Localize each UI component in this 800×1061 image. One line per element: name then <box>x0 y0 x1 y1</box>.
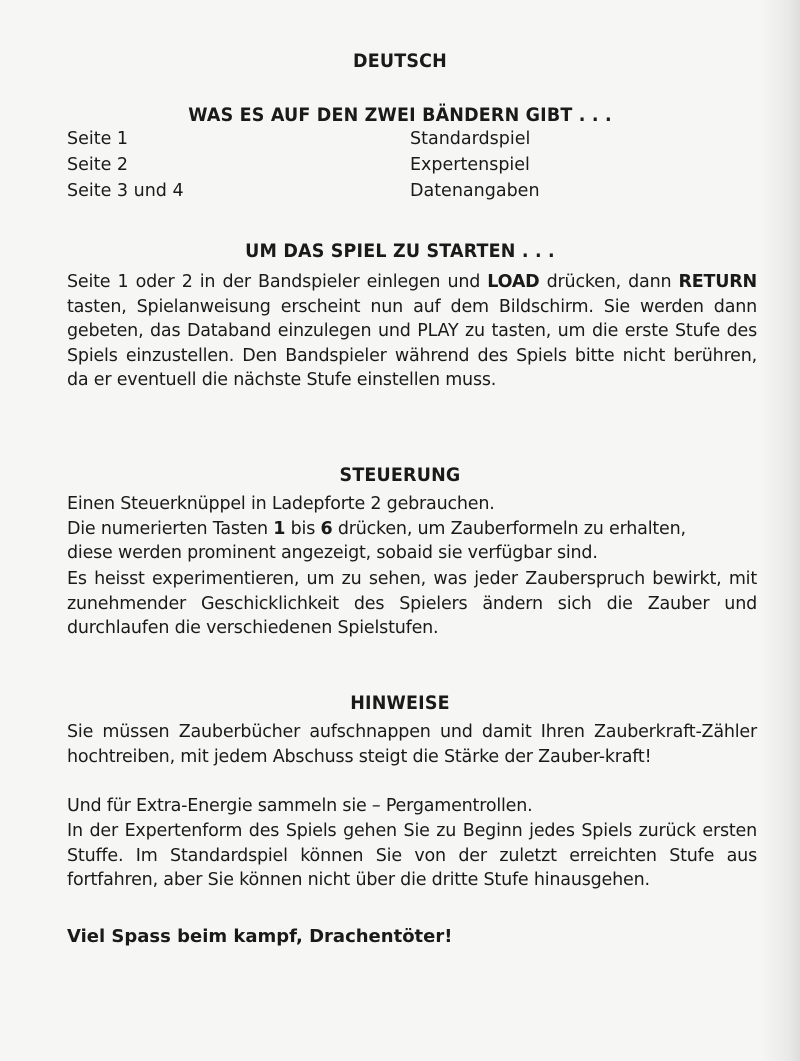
tape-side-label: Seite 1 <box>67 129 129 149</box>
controls-heading: STEUERUNG <box>339 464 461 486</box>
start-text: drücken, dann <box>539 272 672 292</box>
tapes-heading: WAS ES AUF DEN ZWEI BÄNDERN GIBT . . . <box>188 104 612 126</box>
load-key: LOAD <box>487 272 540 292</box>
hints-paragraph-1: Sie müssen Zauberbücher aufschnappen und damit Ihren Zauberkraft-Zähler hochtreiben, mit jedem Abschuss steigt die Stärke der Zauber-kraft! <box>67 722 757 767</box>
hints-paragraph-3: In der Expertenform des Spiels gehen Sie zu Beginn jedes Spiels zurück ersten Stuffe. Im Standardspiel können Sie von der zuletzt erreichten Stufe aus fortfahren, aber Sie können nicht über die dritte Stufe hinausgehen. <box>67 821 757 890</box>
tape-side-label: Seite 2 <box>67 155 129 175</box>
tape-content-label: Expertenspiel <box>410 155 530 175</box>
hints-heading: HINWEISE <box>350 692 450 714</box>
closing-line: Viel Spass beim kampf, Drachentöter! <box>67 926 453 947</box>
return-key: RETURN <box>678 272 757 292</box>
tape-sides-column <box>67 126 184 204</box>
controls-line: diese werden prominent angezeigt, sobaid sie verfügbar sind. <box>67 543 598 563</box>
controls-lines <box>67 492 757 566</box>
controls-line: Einen Steuerknüppel in Ladepforte 2 gebrauchen. <box>67 494 495 514</box>
controls-line: Die numerierten Tasten 1 bis 6 drücken, um Zauberformeln zu erhalten, <box>67 518 686 539</box>
tape-contents-column <box>410 126 540 204</box>
start-paragraph <box>67 270 757 393</box>
key-6: 6 <box>320 518 333 539</box>
tape-side-label: Seite 3 und 4 <box>67 181 184 201</box>
page-edge-shadow <box>760 0 800 1061</box>
language-title: DEUTSCH <box>353 50 447 72</box>
tape-content-label: Standardspiel <box>410 129 531 149</box>
start-heading: UM DAS SPIEL ZU STARTEN . . . <box>245 240 555 262</box>
start-text: Seite 1 oder 2 in der Bandspieler einlegen und <box>67 272 488 292</box>
hints-paragraph-2: Und für Extra-Energie sammeln sie – Pergamentrollen. <box>67 796 533 816</box>
controls-paragraph: Es heisst experimentieren, um zu sehen, was jeder Zauberspruch bewirkt, mit zunehmender Geschicklichkeit des Spielers ändern sich die Zauber und durchlaufen die verschiedenen Spielstufen. <box>67 569 757 638</box>
key-1: 1 <box>273 518 286 539</box>
start-text: tasten, Spielanweisung erscheint nun auf dem Bildschirm. Sie werden dann gebeten, das Databand einzulegen und PLAY zu tasten, um die erste Stufe des Spiels einzustellen. Den Bandspieler während des Spiels bitte nicht berühren, da er eventuell die nächste Stufe einstellen muss. <box>67 296 757 390</box>
tape-content-label: Datenangaben <box>410 181 540 201</box>
